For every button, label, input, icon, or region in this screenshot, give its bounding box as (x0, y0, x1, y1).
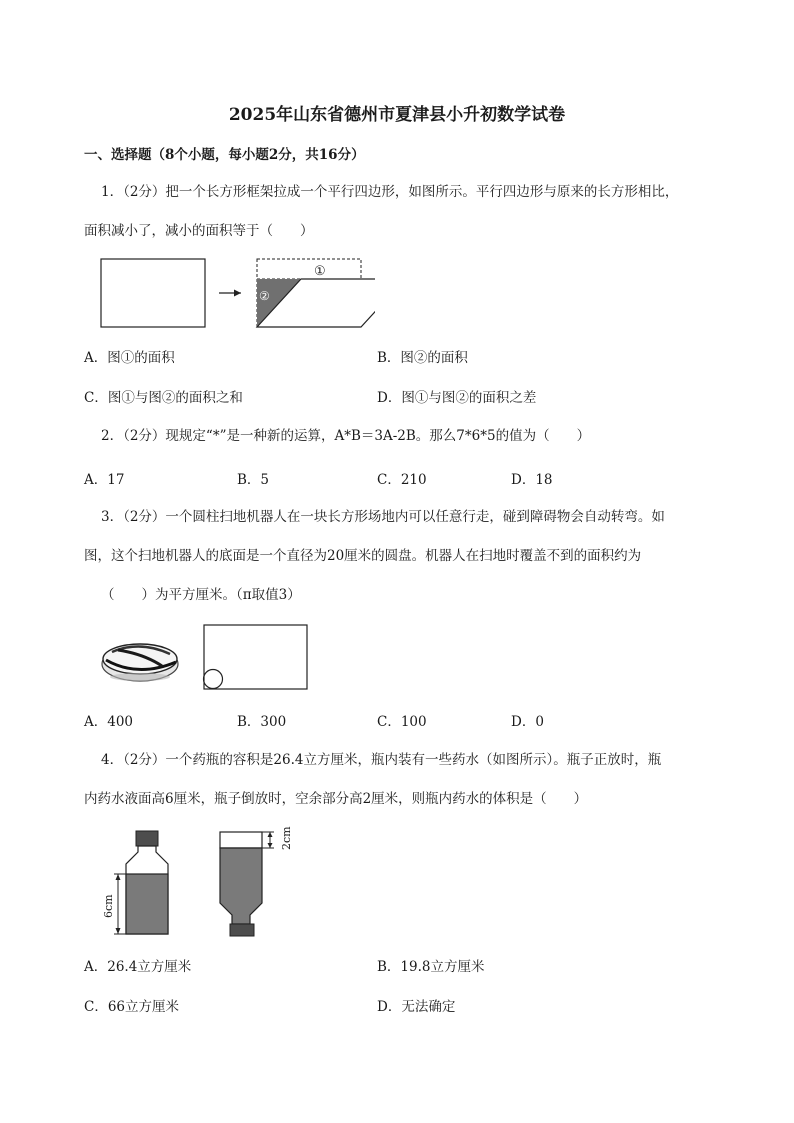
question-1-line-1: 1．（2分）把一个长方形框架拉成一个平行四边形，如图所示。平行四边形与原来的长方形相比， (101, 184, 679, 200)
question-1-figure (95, 252, 375, 334)
question-3-option-d[interactable]: D．0 (511, 714, 544, 730)
page-title: 2025年山东省德州市夏津县小升初数学试卷 (228, 105, 566, 125)
question-3-figure (98, 620, 313, 695)
question-1-line-2: 面积减小了，减小的面积等于（ ） (84, 223, 314, 239)
question-3-option-b[interactable]: B．300 (237, 714, 287, 730)
question-2-option-a[interactable]: A．17 (84, 472, 125, 488)
robot-disc-circle (204, 670, 223, 689)
question-1-option-d[interactable]: D．图①与图②的面积之差 (377, 390, 537, 406)
question-1-option-a[interactable]: A．图①的面积 (84, 350, 175, 366)
question-1-option-b[interactable]: B．图②的面积 (377, 350, 468, 366)
question-4-figure (95, 826, 305, 938)
question-3-option-c[interactable]: C．100 (377, 714, 427, 730)
question-2-line-1: 2．（2分）现规定“*”是一种新的运算，A*B＝3A-2B。那么7*6*5的值为（ ） (101, 428, 591, 444)
question-2-option-b[interactable]: B．5 (237, 472, 270, 488)
dimension-label-2cm: 2cm (280, 826, 293, 850)
question-4-line-2: 内药水液面高6厘米，瓶子倒放时，空余部分高2厘米，则瓶内药水的体积是（ ） (84, 791, 588, 807)
section-heading: 一、选择题（8个小题，每小题2分，共16分） (84, 147, 365, 163)
question-4-option-a[interactable]: A．26.4立方厘米 (84, 959, 192, 975)
question-3-line-2: 图，这个扫地机器人的底面是一个直径为20厘米的圆盘。机器人在扫地时覆盖不到的面积约为 (84, 548, 642, 564)
question-3-line-1: 3．（2分）一个圆柱扫地机器人在一块长方形场地内可以任意行走，碰到障碍物会自动转弯。如 (101, 509, 665, 525)
inverted-bottle (220, 832, 262, 936)
question-4-option-b[interactable]: B．19.8立方厘米 (377, 959, 485, 975)
question-2-option-d[interactable]: D．18 (511, 472, 553, 488)
upright-bottle (126, 831, 168, 934)
question-3-line-3: （ ）为平方厘米。（π取值3） (101, 587, 301, 603)
question-4-line-1: 4．（2分）一个药瓶的容积是26.4立方厘米，瓶内装有一些药水（如图所示）。瓶子正放时，瓶 (101, 752, 662, 768)
figure-label-1: ① (314, 264, 326, 279)
question-4-option-d[interactable]: D．无法确定 (377, 999, 456, 1015)
question-1-option-c[interactable]: C．图①与图②的面积之和 (84, 390, 243, 406)
question-3-option-a[interactable]: A．400 (84, 714, 134, 730)
question-4-option-c[interactable]: C．66立方厘米 (84, 999, 180, 1015)
rectangle-shape (101, 259, 205, 327)
medicine-liquid-upright (126, 874, 168, 934)
arrow-head (234, 290, 241, 297)
field-rectangle (204, 625, 307, 689)
dimension-label-6cm: 6cm (102, 894, 115, 918)
dashed-region-1 (257, 259, 361, 279)
medicine-liquid-inverted (220, 848, 262, 924)
question-2-option-c[interactable]: C．210 (377, 472, 427, 488)
figure-label-2: ② (259, 289, 270, 303)
robot-vacuum-icon (102, 644, 178, 681)
